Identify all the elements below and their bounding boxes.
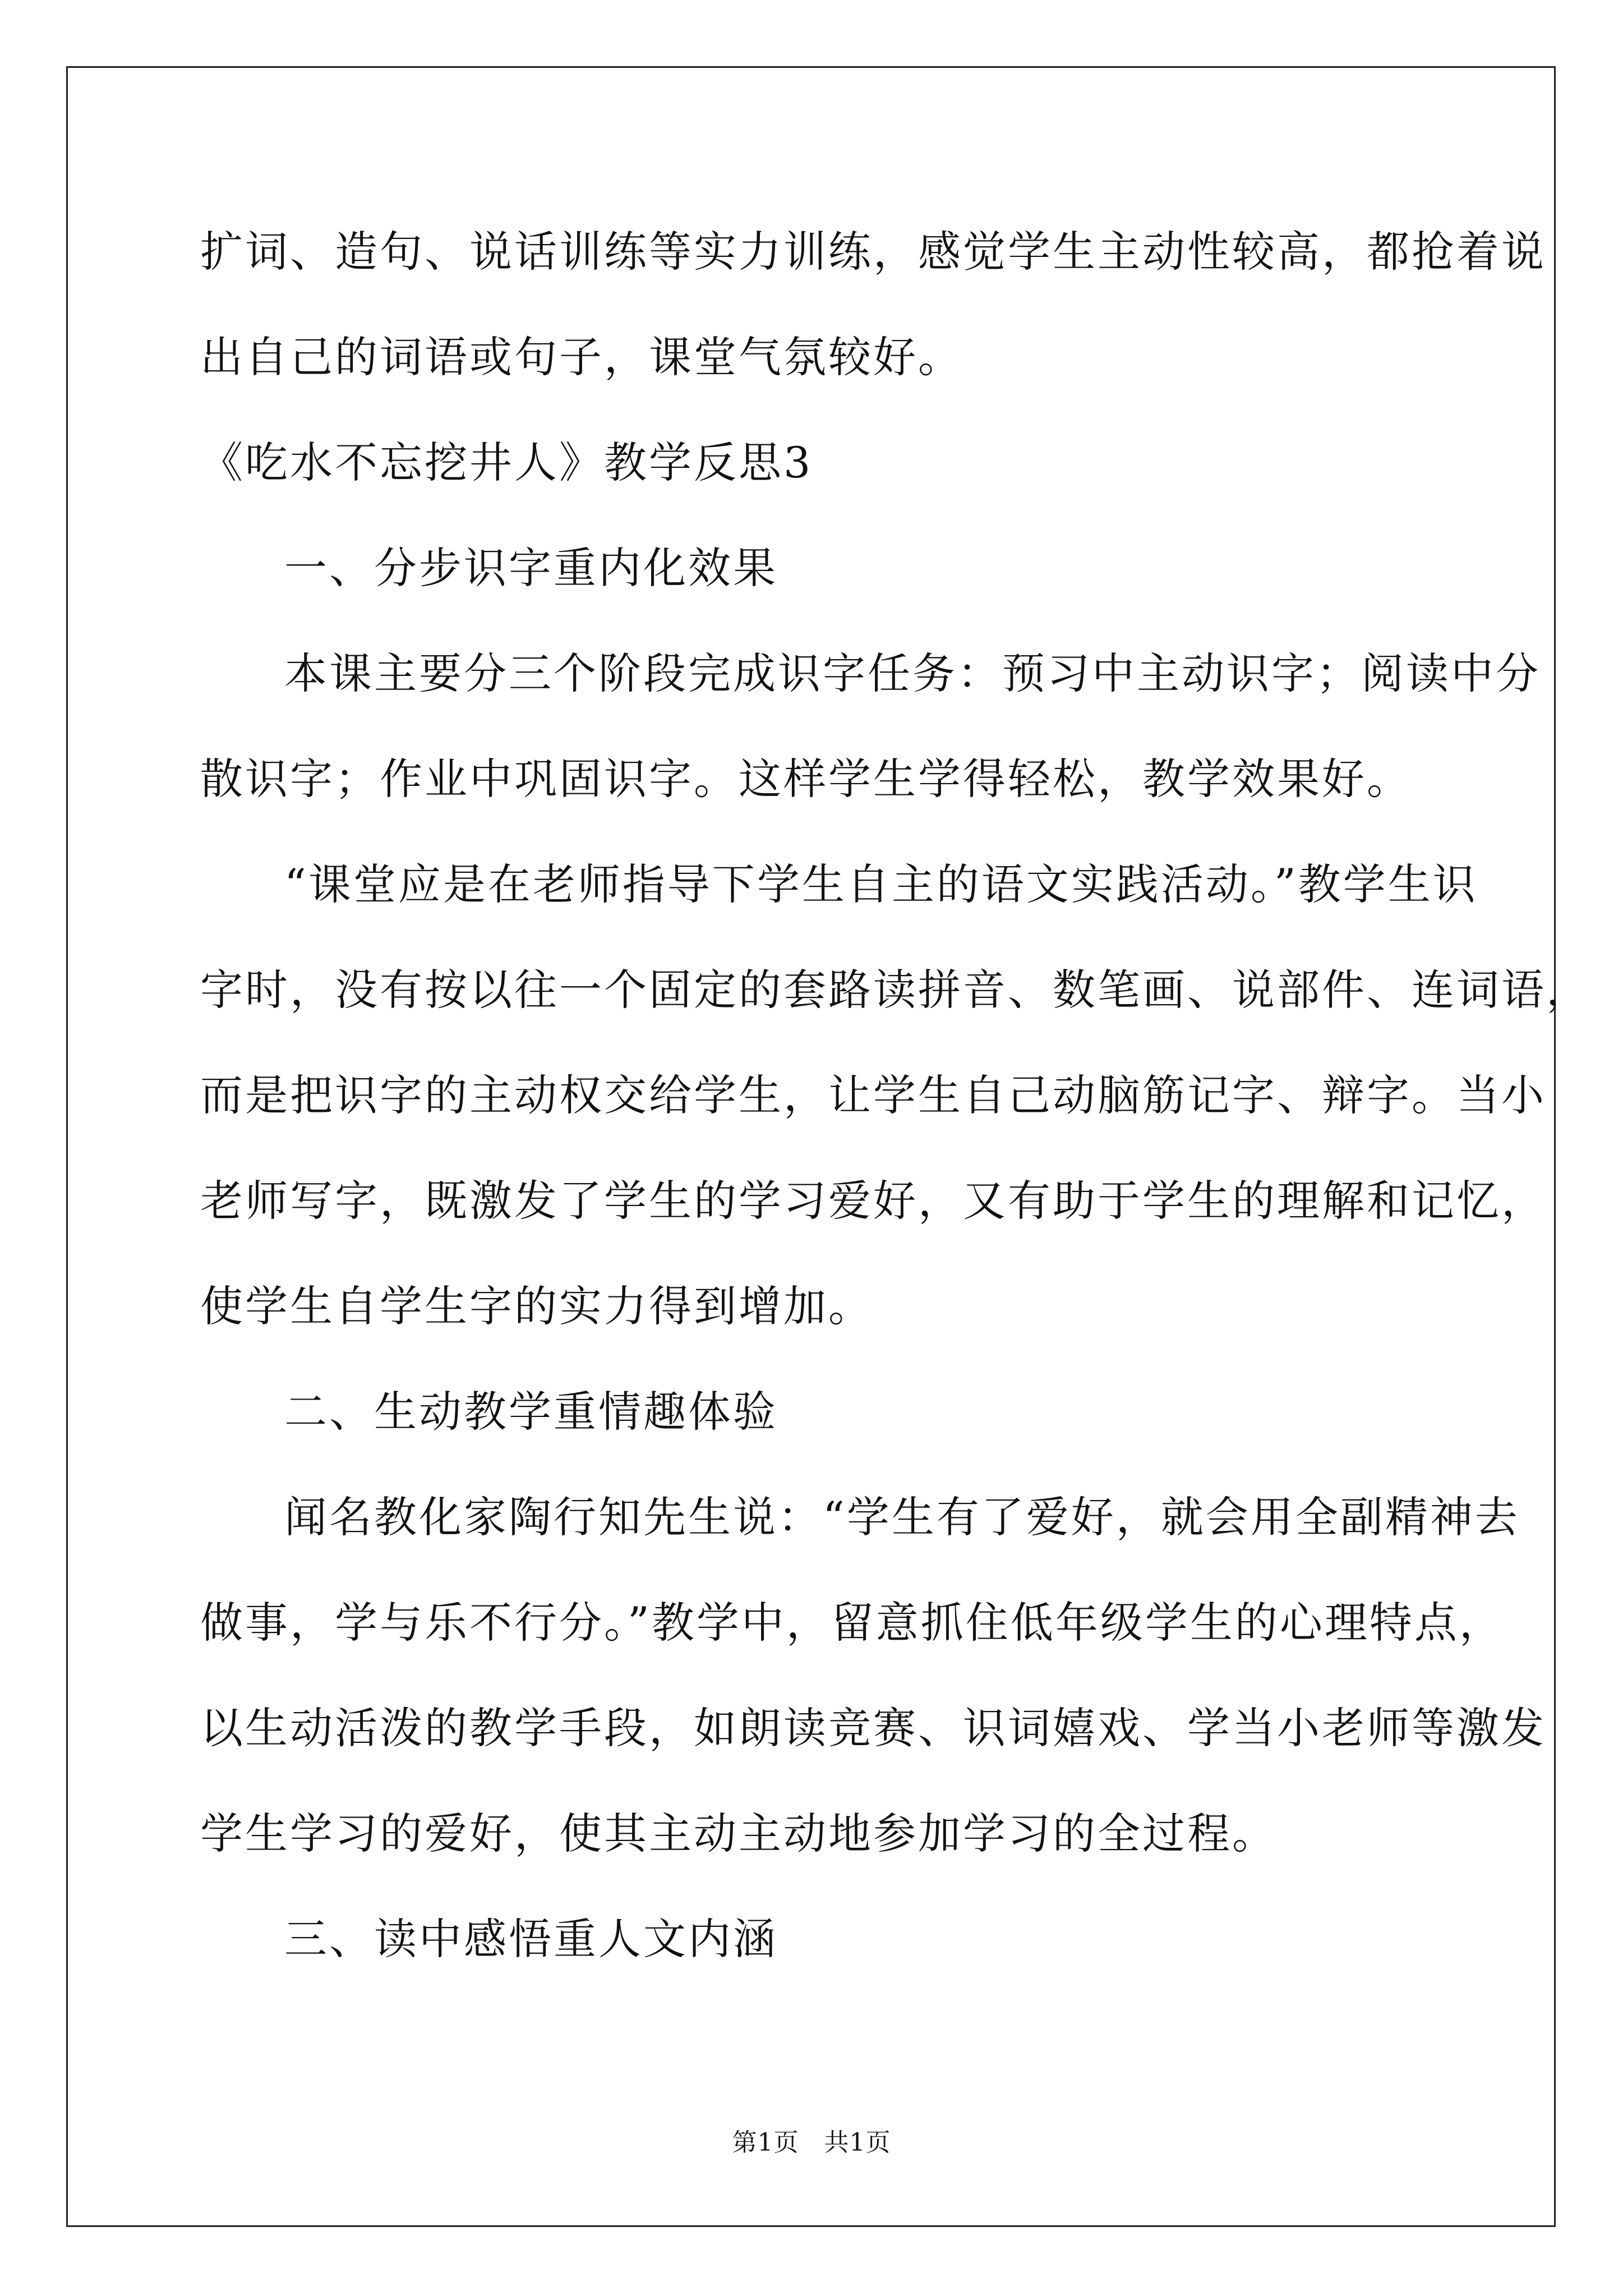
paragraph-line: 做事，学与乐不行分。”教学中，留意抓住低年级学生的心理特点， xyxy=(200,1598,1504,1648)
section-title: 《吃水不忘挖井人》教学反思3 xyxy=(200,438,813,487)
paragraph-line: 而是把识字的主动权交给学生，让学生自己动脑筋记字、辩字。当小 xyxy=(200,1070,1546,1120)
paragraph-line: 以生动活泼的教学手段，如朗读竞赛、识词嬉戏、学当小老师等激发 xyxy=(200,1703,1546,1753)
paragraph-line: 老师写字，既激发了学生的学习爱好，又有助于学生的理解和记忆， xyxy=(200,1176,1546,1226)
document-body xyxy=(200,199,1591,1992)
paragraph-line: 学生学习的爱好，使其主动主动地参加学习的全过程。 xyxy=(200,1809,1277,1858)
page-footer: 第1页 共1页 xyxy=(732,2128,891,2157)
paragraph-line: 散识字；作业中巩固识字。这样学生学得轻松，教学效果好。 xyxy=(200,754,1412,804)
subheading-1: 一、分步识字重内化效果 xyxy=(284,543,778,593)
paragraph-line: 出自己的词语或句子，课堂气氛较好。 xyxy=(200,332,963,382)
subheading-3: 三、读中感悟重人文内涵 xyxy=(284,1914,778,1964)
paragraph-line: “课堂应是在老师指导下学生自主的语文实践活动。”教学生识 xyxy=(284,859,1478,909)
paragraph-line: 字时，没有按以往一个固定的套路读拼音、数笔画、说部件、连词语， xyxy=(200,965,1591,1015)
paragraph-line: 本课主要分三个阶段完成识字任务：预习中主动识字；阅读中分 xyxy=(284,648,1541,698)
paragraph-line: 使学生自学生字的实力得到增加。 xyxy=(200,1281,873,1331)
subheading-2: 二、生动教学重情趣体验 xyxy=(284,1387,778,1437)
paragraph-line: 扩词、造句、说话训练等实力训练，感觉学生主动性较高，都抢着说 xyxy=(200,227,1546,277)
paragraph-line: 闻名教化家陶行知先生说：“学生有了爱好，就会用全副精神去 xyxy=(284,1492,1520,1542)
